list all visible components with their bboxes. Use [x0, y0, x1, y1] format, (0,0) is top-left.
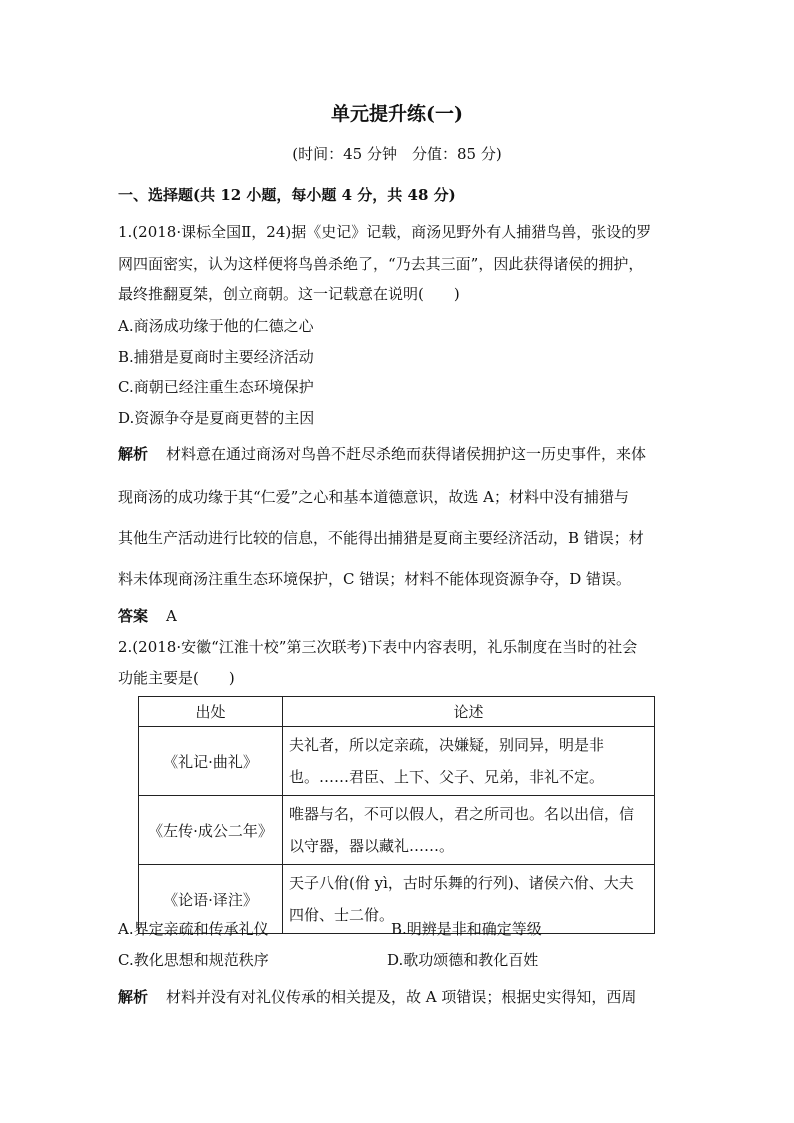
q2-option-d: D.歌功颂德和教化百姓 — [387, 951, 539, 969]
analysis-text: 材料并没有对礼仪传承的相关提及，故 A 项错误；根据史实得知，西周 — [166, 988, 637, 1006]
table-cell-line: 也。……君臣、上下、父子、兄弟，非礼不定。 — [289, 768, 605, 786]
section-heading: 一、选择题(共 12 小题，每小题 4 分，共 48 分) — [118, 186, 456, 204]
q2-analysis-line — [118, 986, 636, 1007]
q2-stem-line: 功能主要是( ) — [118, 669, 235, 687]
table-cell-line: 夫礼者，所以定亲疏，决嫌疑，别同异，明是非 — [289, 736, 605, 754]
q1-stem-line: 1.(2018·课标全国Ⅱ，24)据《史记》记载，商汤见野外有人捕猎鸟兽，张设的罗 — [118, 223, 652, 241]
source-table — [138, 696, 655, 934]
q1-option-c: C.商朝已经注重生态环境保护 — [118, 378, 314, 396]
table-row — [139, 796, 655, 865]
q2-option-a: A.界定亲疏和传承礼仪 — [118, 920, 269, 938]
table-row — [139, 727, 655, 796]
table-cell-line: 唯器与名，不可以假人，君之所司也。名以出信，信 — [289, 805, 635, 823]
answer-value: A — [166, 607, 177, 625]
q2-option-b: B.明辨是非和确定等级 — [391, 920, 542, 938]
q2-stem-line: 2.(2018·安徽“江淮十校”第三次联考)下表中内容表明，礼乐制度在当时的社会 — [118, 638, 638, 656]
table-cell-text — [283, 727, 655, 796]
analysis-label: 解析 — [118, 988, 149, 1006]
q2-option-c: C.教化思想和规范秩序 — [118, 951, 269, 969]
table-header-row — [139, 697, 655, 727]
table-header-text: 论述 — [283, 697, 655, 727]
table-cell-line: 以守器，器以藏礼……。 — [289, 837, 455, 855]
q1-option-d: D.资源争夺是夏商更替的主因 — [118, 409, 315, 427]
table-cell-line: 天子八佾(佾 yì，古时乐舞的行列)、诸侯六佾、大夫 — [289, 874, 634, 892]
q1-analysis-line: 现商汤的成功缘于其“仁爱”之心和基本道德意识，故选 A；材料中没有捕猎与 — [118, 488, 629, 506]
q1-stem-line: 最终推翻夏桀，创立商朝。这一记载意在说明( ) — [118, 285, 460, 303]
q1-analysis-line — [118, 443, 646, 464]
table-cell-source: 《礼记·曲礼》 — [139, 727, 283, 796]
answer-label: 答案 — [118, 607, 149, 625]
table-header-source: 出处 — [139, 697, 283, 727]
q1-analysis-line: 料未体现商汤注重生态环境保护，C 错误；材料不能体现资源争夺，D 错误。 — [118, 570, 632, 588]
table-cell-text — [283, 796, 655, 865]
exam-info: (时间：45 分钟 分值：85 分) — [292, 145, 502, 163]
analysis-text: 材料意在通过商汤对鸟兽不赶尽杀绝而获得诸侯拥护这一历史事件，来体 — [166, 445, 647, 463]
table-cell-line: 四佾、士二佾。 — [289, 906, 395, 924]
table-cell-source: 《论语·译注》 — [139, 865, 283, 934]
q1-analysis-line: 其他生产活动进行比较的信息，不能得出捕猎是夏商主要经济活动，B 错误；材 — [118, 529, 644, 547]
q1-option-a: A.商汤成功缘于他的仁德之心 — [118, 317, 314, 335]
q1-answer — [118, 605, 177, 626]
page-title: 单元提升练(一) — [331, 103, 463, 125]
q1-stem-line: 网四面密实，认为这样便将鸟兽杀绝了，“乃去其三面”，因此获得诸侯的拥护， — [118, 255, 644, 273]
table-cell-source: 《左传·成公二年》 — [139, 796, 283, 865]
q1-option-b: B.捕猎是夏商时主要经济活动 — [118, 348, 314, 366]
analysis-label: 解析 — [118, 445, 149, 463]
